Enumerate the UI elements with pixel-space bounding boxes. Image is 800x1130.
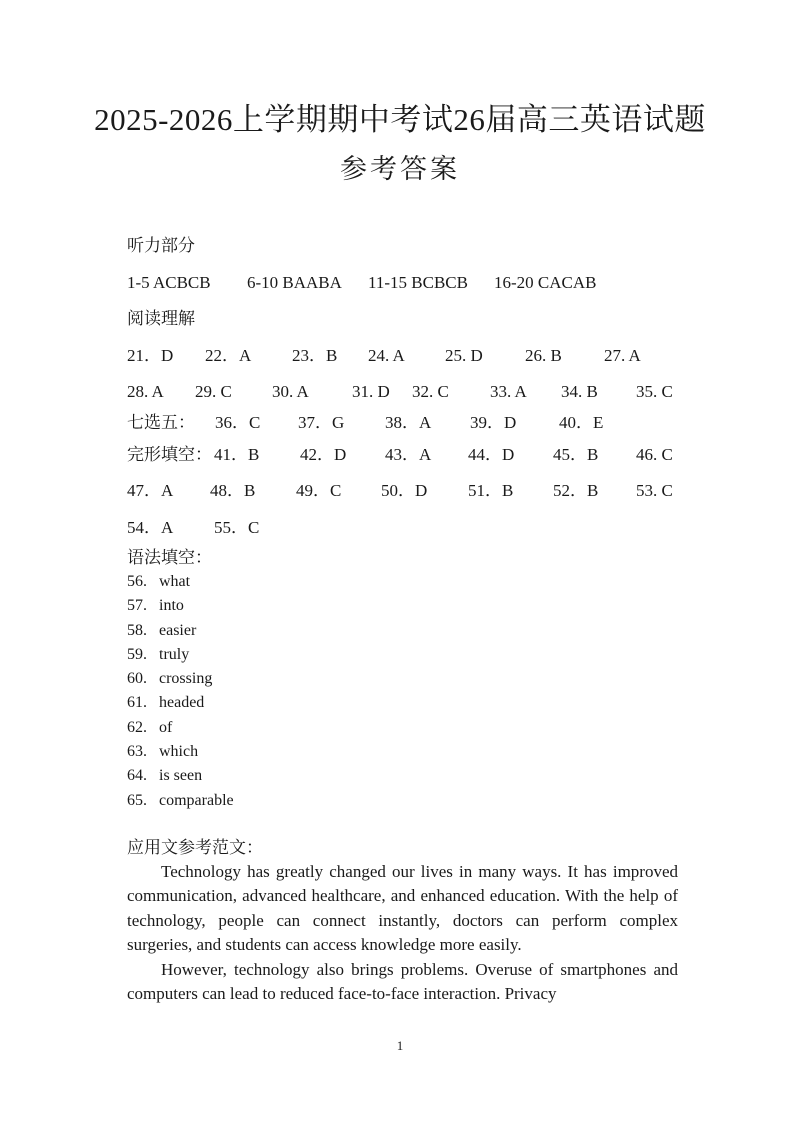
list-item xyxy=(127,668,234,692)
reading-heading: 阅读理解 xyxy=(127,309,195,328)
cloze-answer: 46. C xyxy=(636,445,673,464)
reading-answer: 35. C xyxy=(636,382,673,401)
cloze-answer: 43．A xyxy=(385,445,432,464)
cloze-answer: 41．B xyxy=(214,445,260,464)
list-item xyxy=(127,765,234,789)
reading-answer: 33. A xyxy=(490,382,527,401)
essay-paragraph: Technology has greatly changed our lives in many ways. It has improved communication, advanced healthcare, and enhanced education. With the help of technology, people can connect instantly, doctors can perform complex surgeries, and students can access knowledge more easily. xyxy=(127,862,678,955)
reading-answer: 26. B xyxy=(525,346,562,365)
item-number: 63. xyxy=(127,743,147,761)
item-answer: comparable xyxy=(159,791,234,809)
item-answer: into xyxy=(159,597,184,615)
item-answer: crossing xyxy=(159,670,213,688)
reading-answer: 34. B xyxy=(561,382,598,401)
item-answer: easier xyxy=(159,621,197,639)
listening-group: 11-15 BCBCB xyxy=(368,273,468,292)
reading-answer: 29. C xyxy=(195,382,232,401)
model-essay xyxy=(127,860,678,1006)
listening-group: 16-20 CACAB xyxy=(494,273,597,292)
cloze-answer: 49．C xyxy=(296,481,342,500)
item-number: 57. xyxy=(127,597,147,615)
document-title: 2025-2026上学期期中考试26届高三英语试题 xyxy=(94,102,706,137)
reading-answer: 23．B xyxy=(292,346,338,365)
cloze-answer: 53. C xyxy=(636,481,673,500)
seven-choose-five-answer: 39．D xyxy=(470,413,517,432)
cloze-answer: 55．C xyxy=(214,518,260,537)
essay-heading: 应用文参考范文： xyxy=(127,838,263,857)
reading-answer: 27. A xyxy=(604,346,641,365)
essay-paragraph: However, technology also brings problems. Overuse of smartphones and computers can lead to reduced face-to-face interaction. Privacy xyxy=(127,959,678,1004)
list-item xyxy=(127,741,234,765)
page-number: 1 xyxy=(396,1038,404,1053)
cloze-answer: 50．D xyxy=(381,481,428,500)
list-item xyxy=(127,571,234,595)
document-subtitle: 参考答案 xyxy=(340,154,460,184)
list-item xyxy=(127,717,234,741)
item-number: 61. xyxy=(127,694,147,712)
list-item xyxy=(127,620,234,644)
reading-answer: 31. D xyxy=(352,382,390,401)
seven-choose-five-answer: 37．G xyxy=(298,413,345,432)
seven-choose-five-answer: 36．C xyxy=(215,413,261,432)
item-answer: what xyxy=(159,573,191,590)
item-answer: truly xyxy=(159,645,190,663)
reading-answer: 25. D xyxy=(445,346,483,365)
item-answer: which xyxy=(159,743,199,761)
listening-heading: 听力部分 xyxy=(127,236,195,255)
listening-group: 6-10 BAABA xyxy=(247,273,342,292)
cloze-answer: 44．D xyxy=(468,445,515,464)
list-item xyxy=(127,595,234,619)
cloze-answer: 42．D xyxy=(300,445,347,464)
reading-answer: 32. C xyxy=(412,382,449,401)
item-number: 58. xyxy=(127,621,147,639)
item-number: 56. xyxy=(127,573,147,590)
reading-answer: 28. A xyxy=(127,382,164,401)
item-number: 65. xyxy=(127,791,147,809)
seven-choose-five-label: 七选五： xyxy=(127,413,195,432)
item-number: 64. xyxy=(127,767,147,785)
reading-answer: 22．A xyxy=(205,346,252,365)
item-number: 62. xyxy=(127,718,147,736)
item-answer: headed xyxy=(159,694,205,712)
list-item xyxy=(127,644,234,668)
item-number: 59. xyxy=(127,645,147,663)
list-item xyxy=(127,790,234,814)
reading-answer: 21．D xyxy=(127,346,174,365)
cloze-label: 完形填空： xyxy=(127,445,212,464)
cloze-answer: 54．A xyxy=(127,518,174,537)
seven-choose-five-answer: 38．A xyxy=(385,413,432,432)
cloze-answer: 52．B xyxy=(553,481,599,500)
item-number: 60. xyxy=(127,670,147,688)
grammar-label: 语法填空： xyxy=(127,548,212,567)
reading-answer: 30. A xyxy=(272,382,309,401)
grammar-answer-list xyxy=(127,571,234,814)
cloze-answer: 51．B xyxy=(468,481,514,500)
seven-choose-five-answer: 40．E xyxy=(559,413,604,432)
reading-answer: 24. A xyxy=(368,346,405,365)
item-answer: is seen xyxy=(159,767,203,785)
list-item xyxy=(127,692,234,716)
listening-group: 1-5 ACBCB xyxy=(127,273,211,292)
item-answer: of xyxy=(159,718,173,736)
cloze-answer: 48．B xyxy=(210,481,256,500)
cloze-answer: 47．A xyxy=(127,481,174,500)
cloze-answer: 45．B xyxy=(553,445,599,464)
